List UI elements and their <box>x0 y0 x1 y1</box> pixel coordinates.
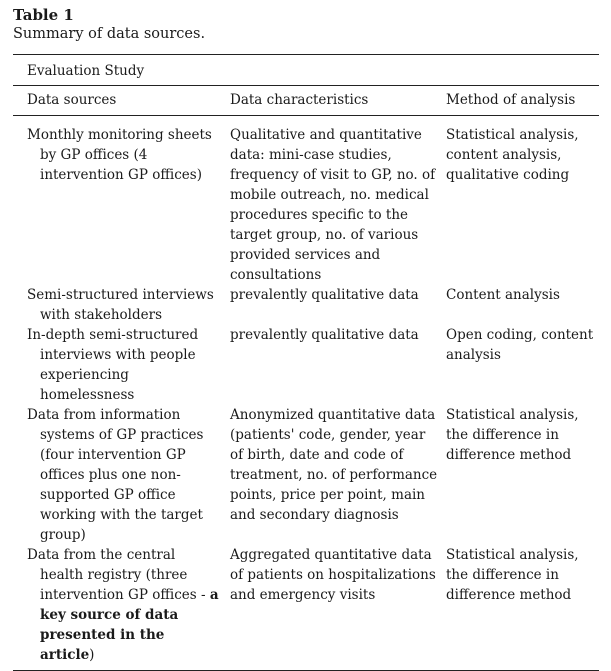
group-header: Evaluation Study <box>27 63 145 79</box>
table-container <box>13 6 599 671</box>
cell-data-characteristics: Qualitative and quantitative data: mini-case studies, frequency of visit to GP, no. of mobile outreach, no. medical procedures specific to the target group, no. of various provided services and consultations <box>230 127 436 283</box>
table-row <box>13 325 599 405</box>
cell-data-characteristics: prevalently qualitative data <box>230 327 419 343</box>
table-caption: Summary of data sources. <box>13 26 206 42</box>
source-emphasis: a key source of data presented in the article <box>40 587 219 663</box>
cell-data-source: Data from information systems of GP practices (four intervention GP offices plus one non-supported GP office working with the target group) <box>27 407 204 543</box>
cell-data-source <box>27 545 220 665</box>
cell-method-of-analysis: Statistical analysis, the difference in difference method <box>446 547 579 603</box>
cell-method-of-analysis: Statistical analysis, the difference in difference method <box>446 407 579 463</box>
table-row <box>13 116 599 285</box>
source-text: Data from the central health registry (three intervention GP offices - <box>27 547 210 603</box>
cell-method-of-analysis: Content analysis <box>446 287 560 303</box>
source-closing: ) <box>89 647 95 663</box>
cell-data-source: Semi-structured interviews with stakeholders <box>27 287 214 323</box>
cell-data-characteristics: Anonymized quantitative data (patients' code, gender, year of birth, date and code of treatment, no. of performance points, price per point, main and secondary diagnosis <box>230 407 438 523</box>
cell-data-characteristics: prevalently qualitative data <box>230 287 419 303</box>
column-header-row <box>13 86 599 115</box>
column-header-data-characteristics: Data characteristics <box>230 92 369 108</box>
cell-method-of-analysis: Statistical analysis, content analysis, qualitative coding <box>446 127 579 183</box>
cell-data-source: Monthly monitoring sheets by GP offices (4 intervention GP offices) <box>27 127 212 183</box>
table-row <box>13 405 599 545</box>
cell-method-of-analysis: Open coding, content analysis <box>446 327 594 363</box>
column-header-data-sources: Data sources <box>27 92 117 108</box>
cell-data-source: In-depth semi-structured interviews with people experiencing homelessness <box>27 327 199 403</box>
table-label: Table 1 <box>13 6 74 24</box>
column-header-method-of-analysis: Method of analysis <box>446 92 576 108</box>
table-row <box>13 285 599 325</box>
table-row <box>13 545 599 670</box>
cell-data-characteristics: Aggregated quantitative data of patients on hospitalizations and emergency visits <box>230 547 436 603</box>
